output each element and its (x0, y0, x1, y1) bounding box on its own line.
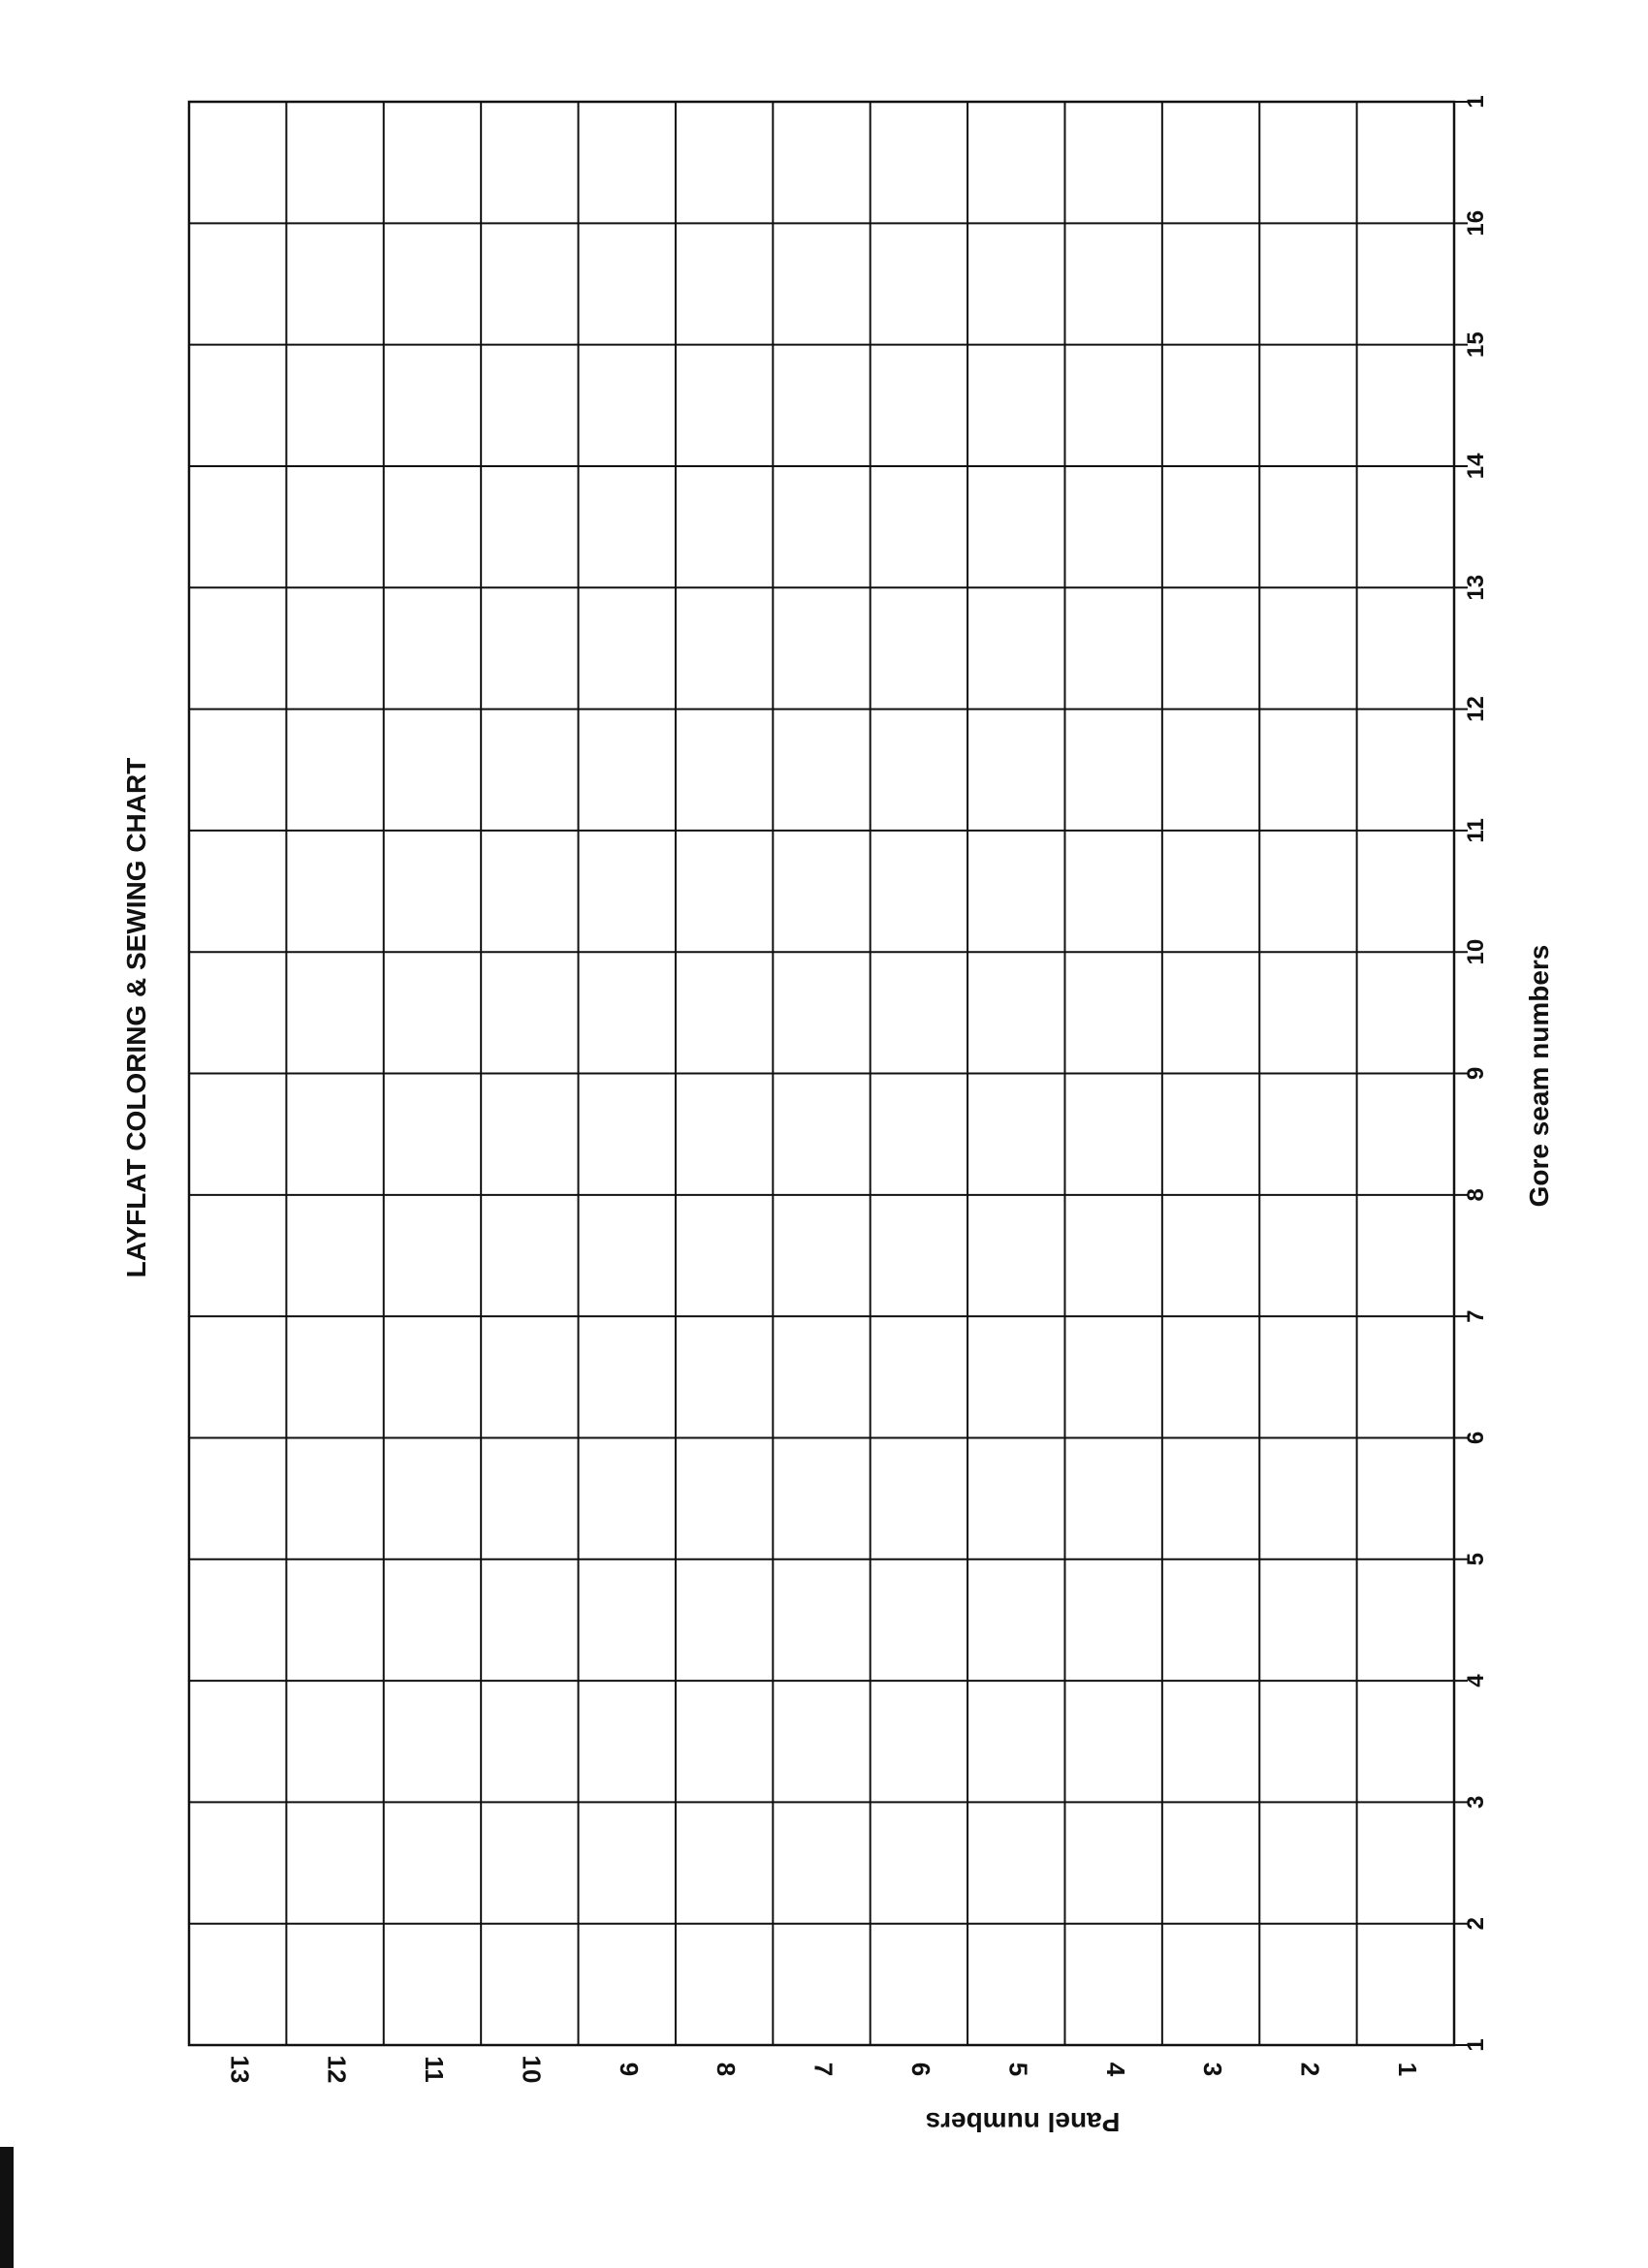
panel-number-label: 13 (225, 2055, 255, 2084)
gore-seam-label: 3 (1463, 1795, 1489, 1810)
scan-edge-mark (0, 2147, 14, 2268)
chart-grid (189, 102, 1468, 2045)
gore-seam-label: 12 (1463, 696, 1489, 722)
gore-seam-label: 2 (1463, 1917, 1489, 1931)
gore-seam-label: 9 (1463, 1066, 1489, 1081)
chart-labels (225, 95, 1489, 2083)
gore-seam-label: 14 (1463, 453, 1489, 480)
panel-number-label: 1 (1392, 2062, 1422, 2077)
gore-seam-label: 10 (1463, 938, 1489, 965)
panel-number-label: 2 (1295, 2062, 1325, 2077)
gore-seam-label: 6 (1463, 1431, 1489, 1445)
gore-seam-label: 7 (1463, 1309, 1489, 1323)
panel-number-label: 5 (1003, 2062, 1033, 2077)
panel-number-label: 10 (517, 2055, 547, 2084)
y-axis-label: Panel numbers (925, 2107, 1121, 2137)
gore-seam-label: 4 (1463, 1674, 1489, 1687)
panel-number-label: 12 (322, 2055, 352, 2084)
gore-seam-label: 5 (1463, 1553, 1489, 1566)
gore-seam-label: 8 (1463, 1188, 1489, 1202)
gore-seam-label: 13 (1463, 574, 1489, 601)
gore-seam-label: 1 (1463, 95, 1489, 109)
panel-number-label: 9 (614, 2062, 644, 2077)
gore-seam-label: 1 (1463, 2038, 1489, 2052)
chart-title: LAYFLAT COLORING & SEWING CHART (121, 757, 151, 1278)
gore-seam-label: 11 (1463, 818, 1489, 843)
x-axis-label: Gore seam numbers (1524, 944, 1554, 1208)
gore-seam-label: 15 (1463, 331, 1489, 358)
panel-number-label: 6 (906, 2062, 936, 2077)
gore-seam-label: 16 (1463, 209, 1489, 236)
panel-number-label: 7 (808, 2062, 839, 2077)
panel-number-label: 11 (420, 2056, 450, 2083)
panel-number-label: 4 (1100, 2062, 1130, 2077)
panel-number-label: 3 (1198, 2062, 1228, 2077)
panel-number-label: 8 (712, 2062, 742, 2077)
